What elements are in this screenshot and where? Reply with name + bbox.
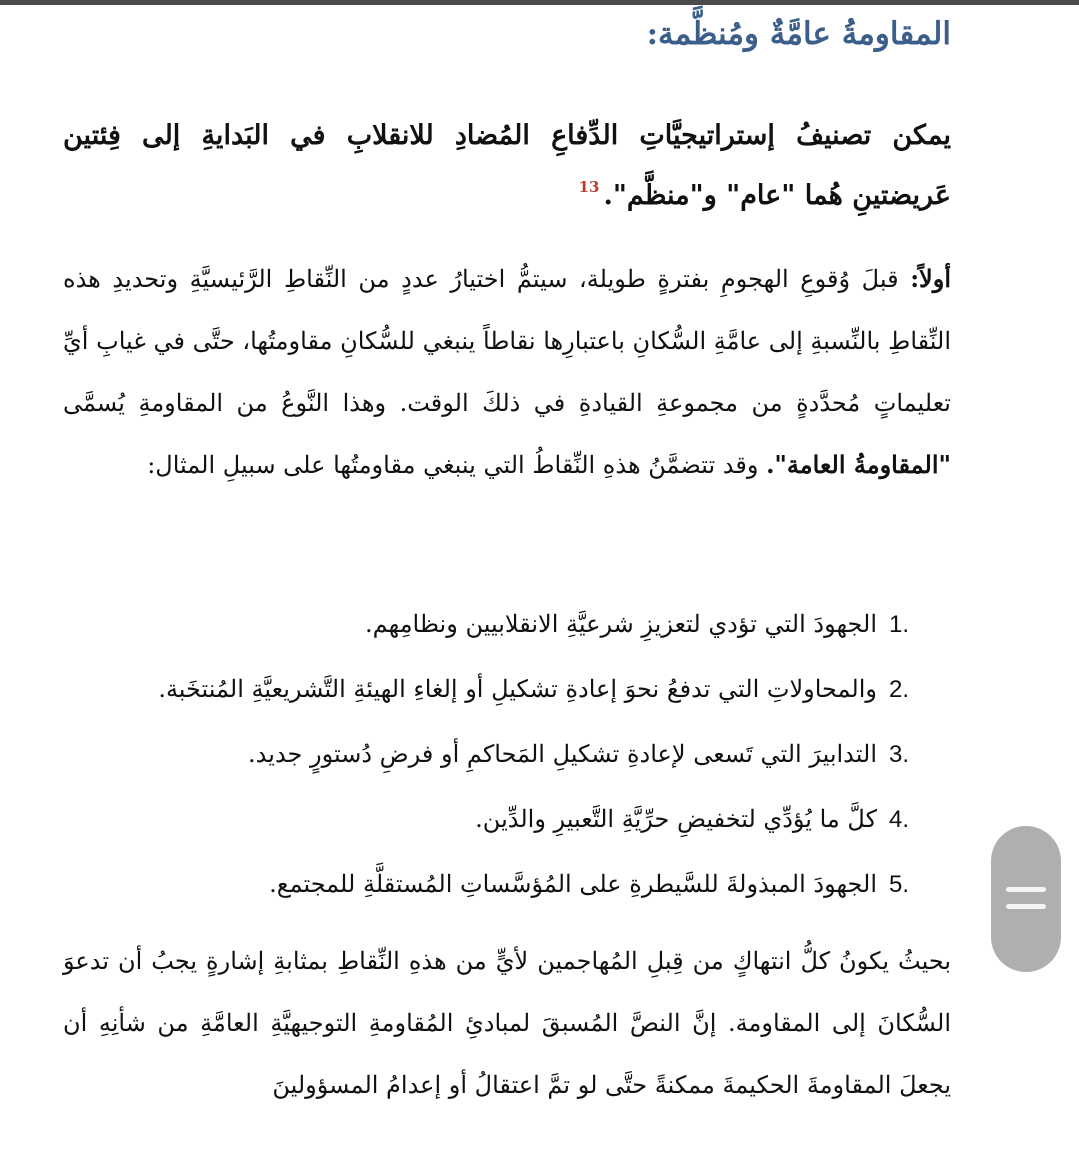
list-item-text: والمحاولاتِ التي تدفعُ نحوَ إعادةِ تشكيلِ أو إلغاءِ الهيئةِ التَّشريعيَّةِ المُنتخَبة. <box>158 675 877 703</box>
list-item <box>159 657 919 722</box>
list-item-number: 1. <box>889 611 910 638</box>
general-resistance-term: "المقاومةُ العامة". <box>766 450 951 479</box>
intro-text: يمكن تصنيفُ إستراتيجيَّاتِ الدِّفاعِ المُضادِ للانقلابِ في البَدايةِ إلى فِئتين عَريضتينِ هُما "عام" و"منظَّم". <box>63 120 951 211</box>
list-item-number: 3. <box>889 741 910 768</box>
drag-handle-icon <box>1006 904 1046 909</box>
list-item-text: الجهودَ المبذولةَ للسَّيطرةِ على المُؤسَّساتِ المُستقلَّةِ للمجتمع. <box>269 870 877 898</box>
list-item <box>159 787 919 852</box>
list-item-number: 2. <box>889 676 910 703</box>
list-item-text: كلَّ ما يُؤدِّي لتخفيضِ حرِّيَّةِ التَّعبيرِ والدِّين. <box>475 805 877 833</box>
paragraph-first <box>63 248 951 496</box>
intro-paragraph <box>63 106 951 226</box>
drag-handle-icon <box>1006 887 1046 892</box>
list-item <box>159 722 919 787</box>
list-item <box>159 592 919 657</box>
list-item-number: 4. <box>889 806 910 833</box>
list-item-number: 5. <box>889 871 910 898</box>
section-title: المقاومةُ عامَّةٌ ومُنظَّمة: <box>646 16 951 52</box>
scroll-handle[interactable] <box>991 826 1061 972</box>
list-item-text: الجهودَ التي تؤدي لتعزيزِ شرعيَّةِ الانقلابيين ونظامِهم. <box>365 610 877 638</box>
list-item <box>159 852 919 917</box>
paragraph-lead: أولاً: <box>910 264 951 293</box>
list-item-text: التدابيرَ التي تَسعى لإعادةِ تشكيلِ المَحاكمِ أو فرضِ دُستورٍ جديد. <box>248 740 877 768</box>
paragraph-second: بحيثُ يكونُ كلُّ انتهاكٍ من قِبلِ المُهاجمين لأيٍّ من هذهِ النِّقاطِ بمثابةِ إشارةٍ يجبُ أن تدعوَ السُّكانَ إلى المقاومة. إنَّ النصَّ المُسبقَ لمبادئِ المُقاومةِ التوجيهيَّةِ العامَّةِ من شأنِهِ أن يجعلَ المقاومةَ الحكيمةَ ممكنةً حتَّى لو تمَّ اعتقالُ أو إعدامُ المسؤولينَ <box>63 947 952 1099</box>
resistance-points-list <box>159 592 919 917</box>
paragraph-text-after: وقد تتضمَّنُ هذهِ النِّقاطُ التي ينبغي مقاومتُها على سبيلِ المثال: <box>147 451 767 479</box>
footnote-reference[interactable]: 13 <box>578 178 600 196</box>
paragraph-text-before: قبلَ وُقوعِ الهجومِ بفترةٍ طويلة، سيتمُّ اختيارُ عددٍ من النِّقاطِ الرَّئيسيَّةِ وتحديدِ هذه النِّقاطِ بالنِّسبةِ إلى عامَّةِ السُّكانِ باعتبارِها نقاطاً ينبغي للسُّكانِ مقاومتُها، حتَّى في غيابِ أيِّ تعليماتٍ مُحدَّدةٍ من مجموعةِ القيادةِ في ذلكَ الوقت. وهذا النَّوعُ من المقاومةِ يُسمَّى <box>63 265 951 417</box>
